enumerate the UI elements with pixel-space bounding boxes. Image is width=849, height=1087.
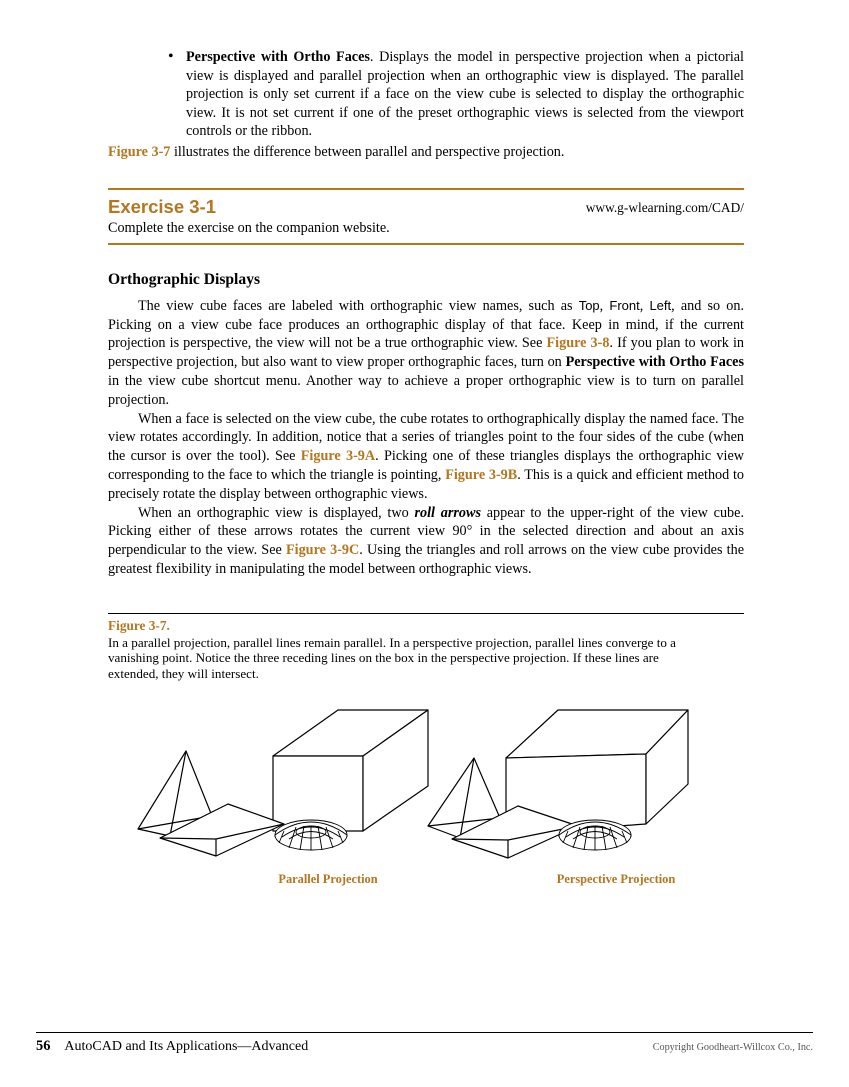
p1-a: The view cube faces are labeled with orthographic view names, such as — [138, 297, 579, 314]
exercise-header — [108, 190, 744, 218]
p1-ui-top: Top — [578, 297, 600, 313]
book-title: AutoCAD and Its Applications—Advanced — [64, 1039, 309, 1054]
section-heading: Orthographic Displays — [108, 270, 261, 288]
footer-row — [36, 1033, 813, 1055]
bullet-term: Perspective with Ortho Faces — [186, 49, 370, 65]
p2-b: . Picking one of these triangles displays the orthographic view corresponding to the face to which the triangle is pointing, — [108, 448, 744, 483]
figure-reference-link[interactable]: Figure 3-9C — [285, 542, 360, 559]
artwork-label-parallel: Parallel Projection — [278, 871, 378, 886]
paragraph-1 — [108, 297, 744, 410]
page-footer — [36, 1032, 813, 1055]
figure-label: Figure 3-7. — [108, 617, 170, 633]
figure-reference-link[interactable]: Figure 3-8 — [546, 335, 610, 352]
p1-b: , — [599, 297, 610, 314]
p3-b: appear to the upper-right of the view cube. Picking either of these arrows rotates the current view 90° in the selected direction and about an axis perpendicular to the view. See — [108, 504, 744, 559]
figure-reference-link[interactable]: Figure 3-9A — [300, 448, 376, 465]
artwork-label-perspective: Perspective Projection — [556, 871, 676, 886]
list-item — [108, 48, 744, 141]
p2-c: . This is a quick and efficient method to precisely rotate the display between orthographic views. — [108, 466, 744, 502]
projection-illustration — [108, 696, 744, 891]
intro-text: illustrates the difference between parallel and perspective projection. — [170, 143, 565, 160]
figure-block — [108, 613, 744, 891]
p1-e: . If you plan to work in perspective projection, but also want to view proper orthographic faces, turn on — [108, 335, 744, 371]
p1-d: , and so on. Picking on a view cube face produces an orthographic display of that face. Keep in mind, if the current projection is perspective, the view will not be a true orthographic view. See — [108, 297, 745, 352]
bullet-dot-icon: • — [168, 48, 174, 65]
bullet-text: . Displays the model in perspective projection when a pictorial view is displayed and parallel projection when an orthographic view is displayed. The parallel projection is only set current if a face on the view cube is selected to display the orthographic view. It is not set current if one of the preset orthographic views is selected from the viewport controls or the ribbon. — [186, 49, 744, 140]
exercise-subtitle: Complete the exercise on the companion website. — [108, 219, 390, 236]
figure-artwork — [108, 696, 744, 891]
p1-ui-left: Left — [649, 297, 672, 313]
p3-c: . Using the triangles and roll arrows on the view cube provides the greatest flexibility in manipulating the model between orthographic views. — [108, 542, 744, 577]
figure-reference-link[interactable]: Figure 3-7 — [108, 143, 171, 160]
p3-a: When an orthographic view is displayed, two — [138, 504, 415, 521]
exercise-url[interactable]: www.g-wlearning.com/CAD/ — [585, 199, 744, 215]
exercise-bottom-rule — [108, 243, 744, 245]
paragraph-3 — [108, 504, 744, 579]
exercise-block — [108, 188, 744, 245]
intro-paragraph — [108, 143, 744, 162]
page-content — [108, 48, 744, 891]
bullet-list — [108, 48, 744, 141]
figure-reference-link[interactable]: Figure 3-9B — [445, 466, 518, 483]
p1-bold-term: Perspective with Ortho Faces — [565, 354, 744, 371]
paragraph-2 — [108, 410, 744, 504]
p1-c: , — [639, 297, 650, 314]
figure-caption: In a parallel projection, parallel lines remain parallel. In a perspective projection, parallel lines converge to a vanishing point. Notice the three receding lines on the box in the perspective projection. If these lines are extended, they will intersect. — [108, 634, 676, 681]
p2-a: When a face is selected on the view cube, the cube rotates to orthographically display the named face. The view rotates accordingly. In addition, notice that a series of triangles point to the four sides of the cube (when the cursor is over the tool). See — [108, 410, 744, 465]
copyright-notice: Copyright Goodheart-Willcox Co., Inc. — [652, 1042, 813, 1053]
p1-f: in the view cube shortcut menu. Another way to achieve a proper orthographic view is to turn on parallel projection. — [108, 372, 744, 408]
p3-italic-term: roll arrows — [414, 504, 481, 521]
page-number: 56 — [36, 1038, 51, 1054]
exercise-title: Exercise 3-1 — [108, 195, 217, 217]
footer-left — [36, 1038, 308, 1055]
p1-ui-front: Front — [609, 297, 640, 313]
